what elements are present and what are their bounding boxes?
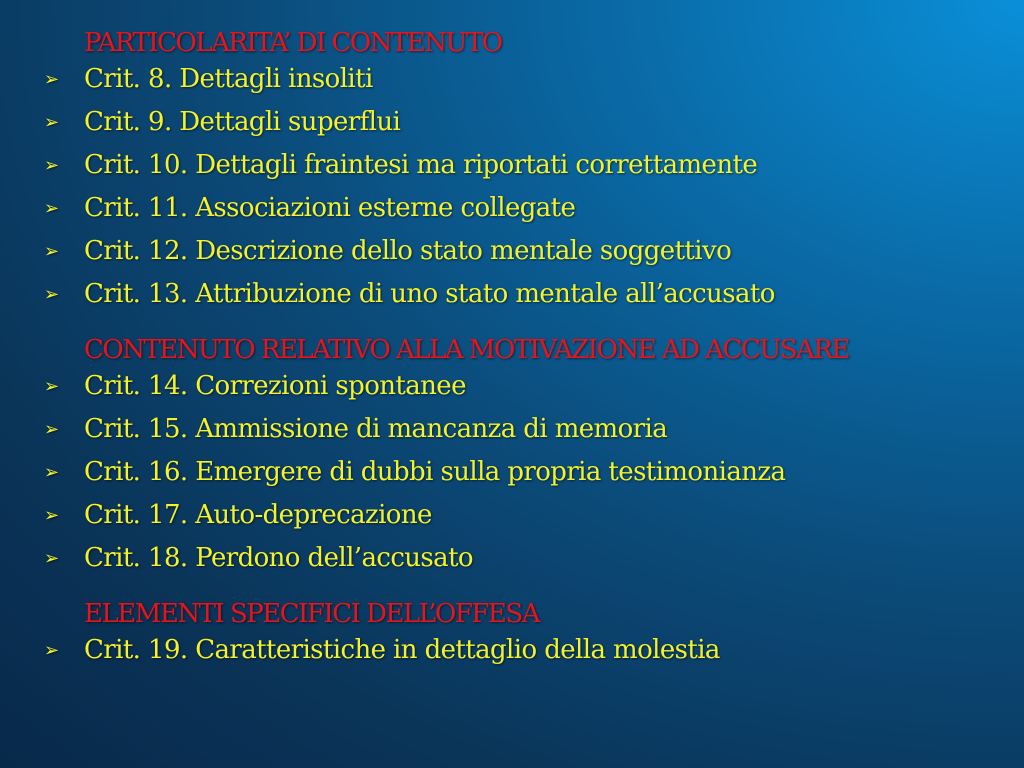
section-particolarita [0,28,1024,317]
arrow-bullet-icon: ➢ [44,376,59,397]
list-item [0,274,1024,317]
list-item [0,145,1024,188]
section-heading: ELEMENTI SPECIFICI DELL’OFFESA [84,599,539,629]
arrow-bullet-icon: ➢ [44,155,59,176]
section-elementi-offesa [0,599,1024,673]
list-item [0,188,1024,231]
list-item [0,409,1024,452]
section-heading: PARTICOLARITA’ DI CONTENUTO [84,28,502,58]
list-item-text: Crit. 13. Attribuzione di uno stato mentale all’accusato [84,279,775,309]
arrow-bullet-icon: ➢ [44,241,59,262]
list-item-text: Crit. 16. Emergere di dubbi sulla propria testimonianza [84,457,786,487]
list-item-text: Crit. 8. Dettagli insoliti [84,64,373,94]
section-motivazione [0,335,1024,581]
list-item-text: Crit. 17. Auto-deprecazione [84,500,432,530]
arrow-bullet-icon: ➢ [44,284,59,305]
arrow-bullet-icon: ➢ [44,69,59,90]
list-item-text: Crit. 19. Caratteristiche in dettaglio della molestia [84,635,720,665]
list-item [0,538,1024,581]
arrow-bullet-icon: ➢ [44,112,59,133]
list-item-text: Crit. 18. Perdono dell’accusato [84,543,473,573]
list-item [0,102,1024,145]
arrow-bullet-icon: ➢ [44,198,59,219]
list-item-text: Crit. 15. Ammissione di mancanza di memoria [84,414,668,444]
list-item [0,231,1024,274]
arrow-bullet-icon: ➢ [44,548,59,569]
list-item-text: Crit. 12. Descrizione dello stato mentale soggettivo [84,236,732,266]
list-item [0,452,1024,495]
list-item [0,495,1024,538]
list-item [0,59,1024,102]
list-item [0,630,1024,673]
arrow-bullet-icon: ➢ [44,462,59,483]
arrow-bullet-icon: ➢ [44,640,59,661]
arrow-bullet-icon: ➢ [44,505,59,526]
section-heading: CONTENUTO RELATIVO ALLA MOTIVAZIONE AD ACCUSARE [84,335,849,365]
list-item-text: Crit. 9. Dettagli superflui [84,107,401,137]
arrow-bullet-icon: ➢ [44,419,59,440]
list-item-text: Crit. 14. Correzioni spontanee [84,371,466,401]
list-item [0,366,1024,409]
list-item-text: Crit. 10. Dettagli fraintesi ma riportati correttamente [84,150,758,180]
list-item-text: Crit. 11. Associazioni esterne collegate [84,193,576,223]
